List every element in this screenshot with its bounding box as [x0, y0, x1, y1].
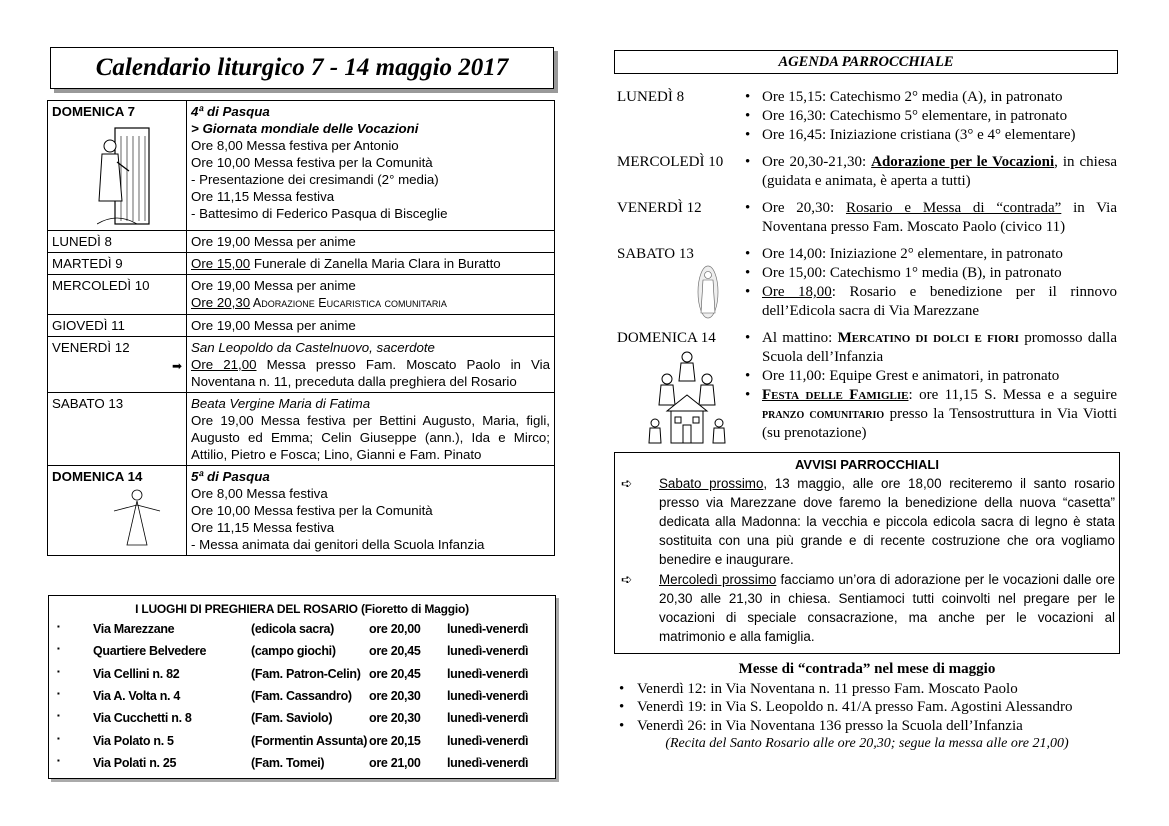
- agenda-item: • Ore 15,15: Catechismo 2° media (A), in patronato: [743, 88, 1117, 107]
- contrada-mass-item: • Venerdì 19: in Via S. Leopoldo n. 41/A presso Fam. Agostini Alessandro: [617, 698, 1117, 717]
- event-text: Ore 19,00 Messa festiva per Bettini Augusto, Maria, figli, Augusto ed Emma; Celin Giuseppe (ann.), Ida e Mirco; Attilio, Pietro e Fosca; Lino, Gianni e Fam. Pinato: [191, 413, 550, 462]
- agenda-item: • Ore 11,00: Equipe Grest e animatori, in patronato: [743, 367, 1117, 386]
- event-line: - Presentazione dei cresimandi (2° media): [191, 172, 439, 187]
- hand-arrow-icon: ➪: [621, 476, 633, 491]
- rosary-place-loc: (Fam. Saviolo): [251, 711, 333, 726]
- contrada-masses-title: Messe di “contrada” nel mese di maggio: [738, 661, 996, 677]
- rosary-place-giorni: lunedì-venerdì: [447, 622, 529, 636]
- agenda-title: AGENDA PARROCCHIALE: [614, 50, 1118, 74]
- event-line: - Messa animata dai genitori della Scuola Infanzia: [191, 537, 485, 552]
- rosary-places-title: I LUOGHI DI PREGHIERA DEL ROSARIO (Fioretto di Maggio): [135, 602, 469, 616]
- liturgy-name: San Leopoldo da Castelnuovo, sacerdote: [191, 340, 435, 355]
- jesus-door-illustration: [97, 126, 151, 226]
- event-line: Ore 19,00 Messa per anime: [187, 315, 555, 337]
- calendar-row-martedi-9: [48, 253, 555, 275]
- agenda-day-label: SABATO 13: [617, 246, 694, 262]
- liturgy-name: 5ª di Pasqua: [191, 469, 270, 484]
- rosary-places-box: [48, 595, 556, 779]
- agenda-text: presso la Tensostruttura in Via Viotti (su prenotazione): [762, 406, 1117, 441]
- rosary-place-giorni: lunedì-venerdì: [447, 755, 529, 770]
- agenda-domenica-14: [617, 329, 1117, 447]
- rosary-place-loc: (Fam. Patron-Celin): [251, 666, 361, 681]
- event-line: Ore 19,00 Messa per anime: [191, 278, 356, 293]
- agenda-day-label: LUNEDÌ 8: [617, 89, 685, 105]
- calendar-row-venerdi-12: [48, 337, 555, 393]
- rosary-place-giorni: lunedì-venerdì: [447, 733, 529, 748]
- agenda-day-label: MERCOLEDÌ 10: [617, 154, 724, 170]
- agenda-text: Al mattino:: [762, 330, 838, 346]
- calendar-row-sabato-13: [48, 393, 555, 466]
- notice-item: [615, 474, 1119, 569]
- agenda-item: • Ore 16,45: Iniziazione cristiana (3° e 4° elementare): [743, 126, 1117, 145]
- rosary-place-giorni: lunedì-venerdì: [447, 666, 529, 681]
- contrada-masses-section: [617, 660, 1117, 754]
- rosary-place-ora: ore 20,45: [369, 644, 421, 659]
- liturgy-name: Beata Vergine Maria di Fatima: [191, 396, 371, 411]
- rosary-place-giorni: lunedì-venerdì: [447, 711, 529, 726]
- calendar-title: Calendario liturgico 7 - 14 maggio 2017: [95, 54, 509, 81]
- agenda-lunedi-8: [617, 88, 1117, 148]
- agenda-item: • Ore 15,00: Catechismo 1° media (B), in patronato: [743, 264, 1117, 283]
- day-label: LUNEDÌ 8: [48, 231, 187, 253]
- rosary-place-via: Via Polati n. 25: [93, 755, 177, 770]
- agenda-text: Ore 20,30-21,30:: [762, 154, 872, 170]
- agenda-day-label: DOMENICA 14: [617, 330, 716, 346]
- rosary-place-loc: (Fam. Cassandro): [251, 688, 352, 703]
- arrow-icon: ➡: [171, 359, 182, 373]
- day-label: DOMENICA 7: [52, 104, 135, 119]
- event-line: Ore 11,15 Messa festiva: [191, 520, 335, 535]
- notice-lead: Sabato prossimo: [659, 476, 764, 491]
- bullet-icon: ▪: [57, 666, 60, 676]
- rosary-place-ora: ore 20,30: [369, 688, 421, 703]
- calendar-row-domenica-7: [48, 101, 555, 231]
- liturgical-calendar-table: [47, 100, 555, 556]
- bullet-icon: ▪: [57, 644, 60, 654]
- event-line: Ore 19,00 Messa per anime: [187, 231, 555, 253]
- rosary-place-via: Quartiere Belvedere: [93, 644, 207, 659]
- contrada-mass-item: • Venerdì 12: in Via Noventana n. 11 presso Fam. Moscato Paolo: [617, 680, 1117, 699]
- calendar-row-giovedi-11: [48, 315, 555, 337]
- risen-christ-illustration: [112, 487, 162, 549]
- agenda-mercoledi-10: [617, 153, 1117, 193]
- day-label: DOMENICA 14: [52, 469, 143, 484]
- rosary-place-ora: ore 21,00: [369, 755, 421, 770]
- agenda-time: Ore 18,00: [762, 284, 832, 300]
- event-line: Ore 11,15 Messa festiva: [191, 189, 335, 204]
- agenda-text: promosso dalla Scuola dell’Infanzia: [762, 330, 1117, 365]
- agenda-item: • Ore 14,00: Iniziazione 2° elementare, in patronato: [743, 245, 1117, 264]
- agenda-day-label: VENERDÌ 12: [617, 200, 702, 216]
- day-label: MERCOLEDÌ 10: [48, 275, 187, 315]
- rosary-place-via: Via A. Volta n. 4: [93, 688, 181, 703]
- contrada-masses-note: (Recita del Santo Rosario alle ore 20,30; segue la messa alle ore 21,00): [665, 736, 1069, 751]
- rosary-place-ora: ore 20,45: [369, 666, 421, 681]
- agenda-highlight: Festa delle Famiglie: [762, 387, 909, 403]
- rosary-place-loc: (edicola sacra): [251, 622, 335, 636]
- event-line: Ore 8,00 Messa festiva: [191, 486, 328, 501]
- agenda-text: , in chiesa (guidata e animata, è aperta a tutti): [762, 154, 1117, 189]
- notices-title: AVVISI PARROCCHIALI: [795, 457, 939, 472]
- bullet-icon: ▪: [57, 755, 60, 765]
- day-label: VENERDÌ 12: [52, 340, 130, 355]
- liturgy-name: 4ª di Pasqua: [191, 104, 270, 119]
- day-label: SABATO 13: [48, 393, 187, 466]
- agenda-text: Ore 20,30:: [762, 200, 846, 216]
- madonna-icon: [697, 265, 719, 319]
- notice-text: facciamo un’ora di adorazione per le vocazioni dalle ore 20,30 alle 21,30 in chiesa. Sentiamoci tutti coinvolti nel pregare per le vocazioni di speciale consacrazione, ma anche per le vocazioni al matrimonio e alla famiglia.: [659, 572, 1116, 644]
- family-house-illustration: [647, 349, 727, 447]
- notice-item: [615, 570, 1119, 646]
- agenda-highlight: Mercatino di dolci e fiori: [837, 330, 1019, 346]
- calendar-row-mercoledi-10: [48, 275, 555, 315]
- agenda-venerdi-12: [617, 199, 1117, 239]
- event-text: Messa presso Fam. Moscato Paolo in Via Noventana n. 11, preceduta dalla preghiera del Rosario: [191, 357, 551, 389]
- event-line: Ore 10,00 Messa festiva per la Comunità: [191, 155, 433, 170]
- rosary-place-ora: ore 20,00: [369, 622, 421, 636]
- event-line: Ore 10,00 Messa festiva per la Comunità: [191, 503, 433, 518]
- rosary-place-giorni: lunedì-venerdì: [447, 688, 529, 703]
- contrada-mass-item: • Venerdì 26: in Via Noventana 136 presso la Scuola dell’Infanzia: [617, 717, 1117, 736]
- agenda-text: : Rosario e benedizione per il rinnovo dell’Edicola sacra di Via Marezzane: [762, 284, 1117, 319]
- event-text: Funerale di Zanella Maria Clara in Buratto: [250, 256, 501, 271]
- day-label: GIOVEDÌ 11: [48, 315, 187, 337]
- agenda-highlight: Rosario e Messa di “contrada”: [845, 200, 1062, 216]
- rosary-place-loc: (Formentin Assunta): [251, 733, 368, 748]
- rosary-place-via: Via Polato n. 5: [93, 733, 174, 748]
- rosary-place-via: Via Cellini n. 82: [93, 666, 180, 681]
- rosary-place-ora: ore 20,30: [369, 711, 421, 726]
- event-line: - Battesimo di Federico Pasqua di Bisceglie: [191, 206, 448, 221]
- bullet-icon: ▪: [57, 711, 60, 721]
- event-text: Adorazione Eucaristica comunitaria: [250, 296, 447, 310]
- agenda-item: • Ore 16,30: Catechismo 5° elementare, in patronato: [743, 107, 1117, 126]
- notice-text: , 13 maggio, alle ore 18,00 reciteremo il santo rosario presso via Marezzane dove faremo la benedizione della nuova “casetta” dedicata alla Madonna: la vecchia e piccola edicola sacra di legno è stata sostituita con una più grande e di recente costruzione che ora vogliamo benedire e inaugurare.: [659, 476, 1115, 567]
- rosary-place-via: Via Marezzane: [93, 622, 175, 636]
- event-line: > Giornata mondiale delle Vocazioni: [191, 121, 419, 136]
- agenda-highlight: Adorazione per le Vocazioni: [871, 154, 1055, 170]
- parish-notices-box: [614, 452, 1120, 654]
- day-label: MARTEDÌ 9: [48, 253, 187, 275]
- hand-arrow-icon: ➪: [621, 572, 633, 587]
- rosary-place-via: Via Cucchetti n. 8: [93, 711, 192, 726]
- rosary-place-loc: (Fam. Tomei): [251, 755, 325, 770]
- notice-lead: Mercoledì prossimo: [659, 572, 777, 587]
- calendar-title-box: [50, 47, 554, 89]
- event-line: Ore 8,00 Messa festiva per Antonio: [191, 138, 399, 153]
- agenda-sabato-13: [617, 245, 1117, 323]
- event-time: Ore 21,00: [191, 357, 257, 372]
- event-time: Ore 15,00: [191, 256, 251, 271]
- event-time: Ore 20,30: [191, 295, 251, 310]
- calendar-row-lunedi-8: [48, 231, 555, 253]
- rosary-place-ora: ore 20,15: [369, 733, 421, 748]
- agenda-text: in Via Noventana presso Fam. Moscato Paolo (civico 11): [762, 200, 1118, 235]
- agenda-text: : ore 11,15 S. Messa e a seguire: [908, 387, 1117, 403]
- rosary-place-giorni: lunedì-venerdì: [447, 644, 529, 659]
- bullet-icon: ▪: [57, 622, 60, 631]
- bullet-icon: ▪: [57, 688, 60, 698]
- rosary-place-loc: (campo giochi): [251, 644, 336, 659]
- calendar-row-domenica-14: [48, 466, 555, 556]
- agenda-highlight: pranzo comunitario: [762, 407, 885, 422]
- bullet-icon: ▪: [57, 733, 60, 743]
